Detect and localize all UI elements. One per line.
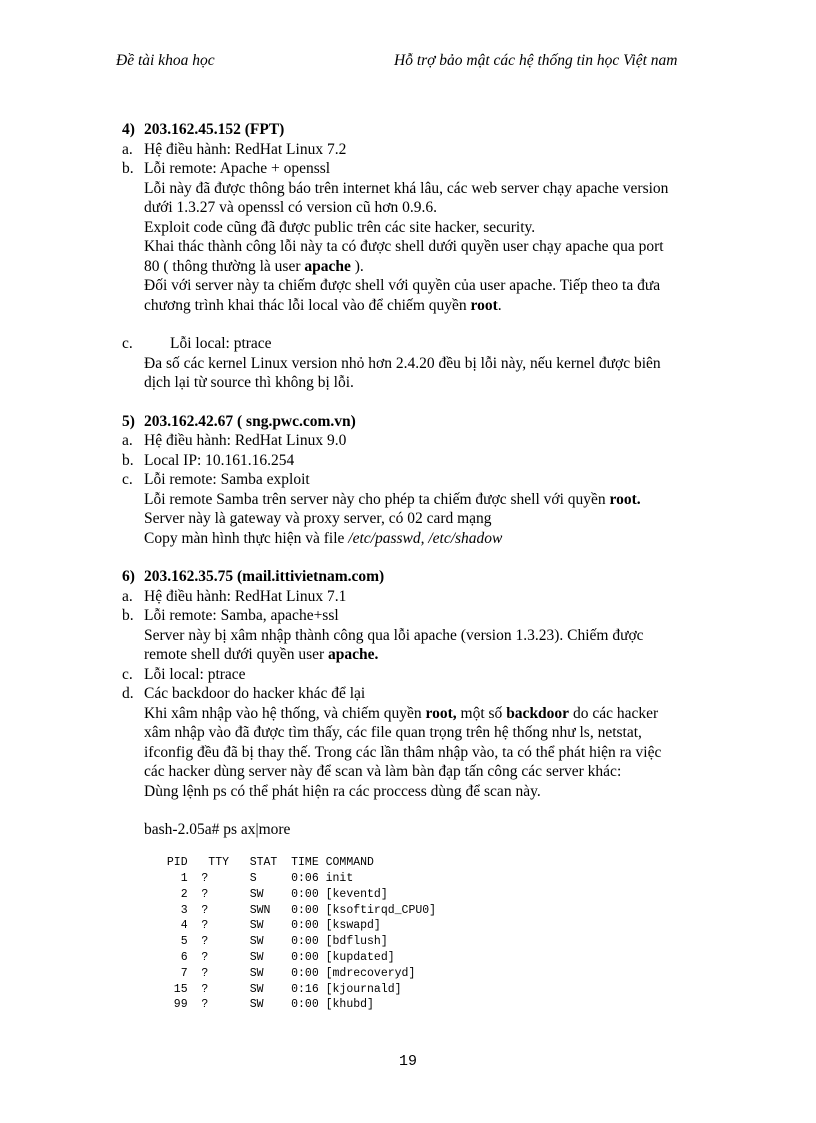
section-6-item-d xyxy=(122,684,722,704)
item-text: Local IP: 10.161.16.254 xyxy=(144,451,295,469)
paragraph-line: dưới 1.3.27 và openssl có version cũ hơn 0.9.6. xyxy=(144,199,437,216)
item-text: Lỗi remote: Samba, apache+ssl xyxy=(144,607,339,624)
item-text: Các backdoor do hacker khác để lại xyxy=(144,685,366,702)
section-6-item-c xyxy=(122,665,722,685)
section-6-heading: 203.162.35.75 (mail.ittivietnam.com) xyxy=(144,568,385,585)
paragraph-line xyxy=(122,490,722,510)
text-run: ). xyxy=(350,257,364,275)
text-run: Khi xâm nhập vào hệ thống, và chiếm quyền xyxy=(144,704,426,722)
paragraph-line xyxy=(122,257,722,277)
paragraph-line: Exploit code cũng đã được public trên các site hacker, security. xyxy=(144,218,536,236)
paragraph-line: xâm nhập vào đã được tìm thấy, các file quan trọng trên hệ thống như ls, netstat, xyxy=(144,724,642,741)
bold-text: apache. xyxy=(328,646,379,663)
item-text: Hệ điều hành: RedHat Linux 7.1 xyxy=(144,587,347,605)
paragraph-line: Server này là gateway và proxy server, có 02 card mạng xyxy=(144,510,492,527)
paragraph-line xyxy=(122,296,722,316)
section-5-item-a xyxy=(122,431,722,451)
text-run: chương trình khai thác lỗi local vào để chiếm quyền xyxy=(144,296,471,314)
terminal-prompt: bash-2.05a# ps ax|more xyxy=(144,821,291,838)
paragraph-line: Server này bị xâm nhập thành công qua lỗi apache (version 1.3.23). Chiếm được xyxy=(144,626,644,644)
text-run: . xyxy=(497,296,502,314)
section-4-heading: 203.162.45.152 (FPT) xyxy=(144,121,285,138)
text-run: do các hacker xyxy=(569,704,659,722)
text-run: 80 ( thông thường là user xyxy=(144,257,305,275)
section-6-item-a xyxy=(122,587,722,607)
terminal-line: 15 ? SW 0:16 [kjournald] xyxy=(160,982,402,996)
terminal-line: 99 ? SW 0:00 [khubd] xyxy=(160,998,374,1012)
paragraph-line xyxy=(122,704,722,724)
terminal-line: 7 ? SW 0:00 [mdrecoveryd] xyxy=(160,966,416,980)
section-6-item-b xyxy=(122,606,722,626)
section-5-title xyxy=(122,412,722,432)
item-text: Lỗi remote: Apache + openssl xyxy=(144,160,331,177)
item-text: Lỗi local: ptrace xyxy=(144,665,246,683)
section-4-item-a xyxy=(122,140,722,160)
terminal-line: PID TTY STAT TIME COMMAND xyxy=(160,856,374,870)
paragraph-line xyxy=(122,645,722,665)
paragraph-line: Lỗi này đã được thông báo trên internet khá lâu, các web server chạy apache version xyxy=(144,179,669,197)
bold-text: root, xyxy=(425,704,457,722)
paragraph-line: Đa số các kernel Linux version nhỏ hơn 2.4.20 đều bị lỗi này, nếu kernel được biên xyxy=(144,354,661,372)
item-label: b. xyxy=(122,160,134,177)
item-label: b. xyxy=(122,607,134,624)
section-5-item-b xyxy=(122,451,722,471)
bold-text: backdoor xyxy=(506,704,570,722)
section-4-title xyxy=(122,120,722,140)
section-5-heading: 203.162.42.67 ( sng.pwc.com.vn) xyxy=(144,412,356,430)
paragraph-line xyxy=(122,529,722,549)
item-label: a. xyxy=(122,587,133,605)
terminal-line: 3 ? SWN 0:00 [ksoftirqd_CPU0] xyxy=(160,903,437,917)
header-right: Hỗ trợ bảo mật các hệ thống tin học Việt nam xyxy=(394,52,678,69)
text-run: Copy màn hình thực hiện và file xyxy=(144,529,349,547)
section-5-item-c xyxy=(122,470,722,490)
paragraph-line: Khai thác thành công lỗi này ta có được shell dưới quyền user chạy apache qua port xyxy=(144,238,664,255)
item-label: b. xyxy=(122,451,134,469)
section-6-title xyxy=(122,567,722,587)
item-text: Lỗi local: ptrace xyxy=(170,335,272,352)
bold-text: root. xyxy=(609,490,641,508)
terminal-line: 2 ? SW 0:00 [keventd] xyxy=(160,887,388,901)
paragraph-line: ifconfig đều đã bị thay thế. Trong các lần thâm nhập vào, ta có thể phát hiện ra việc xyxy=(144,743,662,761)
text-run: remote shell dưới quyền user xyxy=(144,646,329,663)
section-4-number: 4) xyxy=(122,121,135,138)
terminal-line: 1 ? S 0:06 init xyxy=(160,872,354,886)
section-4-item-b xyxy=(122,159,722,179)
paragraph-line: dịch lại từ source thì không bị lỗi. xyxy=(144,374,354,391)
item-label: c. xyxy=(122,335,133,352)
item-label: a. xyxy=(122,432,133,449)
item-label: c. xyxy=(122,471,133,488)
paragraph-line: Đối với server này ta chiếm được shell với quyền của user apache. Tiếp theo ta đưa xyxy=(144,277,661,294)
item-text: Hệ điều hành: RedHat Linux 7.2 xyxy=(144,140,347,158)
section-4-item-c xyxy=(122,334,722,354)
header-left: Đề tài khoa học xyxy=(116,52,215,69)
terminal-line: 5 ? SW 0:00 [bdflush] xyxy=(160,935,388,949)
terminal-line: 4 ? SW 0:00 [kswapd] xyxy=(160,919,381,933)
terminal-output xyxy=(160,840,722,1014)
item-text: Hệ điều hành: RedHat Linux 9.0 xyxy=(144,432,347,449)
bold-text: root xyxy=(470,296,498,314)
section-5-number: 5) xyxy=(122,412,135,430)
paragraph-line: Dùng lệnh ps có thể phát hiện ra các proccess dùng để scan này. xyxy=(144,782,541,800)
italic-file-paths: /etc/passwd, /etc/shadow xyxy=(348,529,503,547)
text-run: một số xyxy=(456,704,507,722)
terminal-line: 6 ? SW 0:00 [kupdated] xyxy=(160,951,395,965)
bold-text: apache xyxy=(304,257,351,275)
text-run: Lỗi remote Samba trên server này cho phép ta chiếm được shell với quyền xyxy=(144,490,610,508)
paragraph-line: các hacker dùng server này để scan và làm bàn đạp tấn công các server khác: xyxy=(144,763,622,780)
item-label: a. xyxy=(122,140,133,158)
page-content xyxy=(122,120,722,1013)
item-text: Lỗi remote: Samba exploit xyxy=(144,471,310,488)
section-6-number: 6) xyxy=(122,568,135,585)
page-number: 19 xyxy=(398,1053,417,1070)
item-label: c. xyxy=(122,665,133,683)
item-label: d. xyxy=(122,685,134,702)
